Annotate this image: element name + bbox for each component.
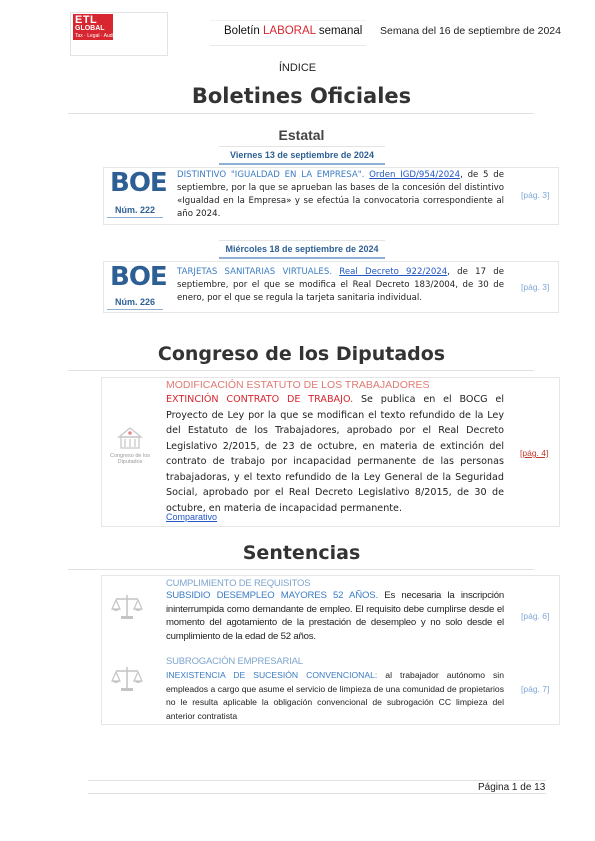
congreso-logo [115,425,145,456]
boe-logo: BOE [110,168,167,198]
boe-entry-text [177,169,504,221]
bulletin-brand [224,25,362,37]
sentencia-category: SUBROGACIÓN EMPRESARIAL [166,656,303,667]
entry-body: , de 5 de septiembre, por la que se aprueban las bases de la concesión del distintivo «Igualdad en la Empresa» y se efectúa la convocatoria correspondiente al año 2024. [177,170,504,219]
logo-etl-text: ETL [75,14,98,26]
page-ref-link[interactable]: [pág. 6] [521,611,550,621]
week-label: Semana del 16 de septiembre de 2024 [380,25,561,37]
congreso-logo-label: Congreso de los Diputados [109,453,151,465]
boe-number: Núm. 222 [107,205,163,218]
congress-building-icon [115,425,145,451]
sentencia-topic: SUBSIDIO DESEMPLEO MAYORES 52 AÑOS. [166,590,378,601]
congreso-body: Se publica en el BOCG el Proyecto de Ley por la que se modifican el texto refundido de la Ley del Estatuto de los Trabajadores, aprobado por el Real Decreto Legislativo 2/2015, de 23 de octubre, en materia de extinción del contrato de trabajo por incapacidad permanente de las personas trabajadoras, y el texto refundido de la Ley General de la Seguridad Social, aprobado por el Real Decreto Legislativo 8/2015, de 30 de octubre, en materia de incapacidad permanente. [166,394,504,514]
page-ref-link[interactable]: [pág. 3] [521,190,550,200]
date-box: Viernes 13 de septiembre de 2024 [219,146,385,165]
sentencia-body: al trabajador autónomo sin empleados a cargo que asume el servicio de limpieza de una comunidad de propietarios no le resulta aplicable la obligación convencional de subrogación CC limpieza del anterior contratista [166,670,504,721]
page-ref-link[interactable]: [pág. 4] [520,448,549,458]
logo-global-text: GLOBAL [75,25,105,32]
comparativo-link[interactable]: Comparativo [166,512,218,522]
subsection-estatal: Estatal [278,127,325,143]
entry-body: , de 17 de septiembre, por el que se modifica el Real Decreto 183/2004, de 30 de enero, por el que se regula la tarjeta sanitaria individual. [177,267,504,303]
date-box: Miércoles 18 de septiembre de 2024 [219,240,385,259]
brand-red: LABORAL [263,25,316,37]
sentencia-text [166,669,504,723]
page-number: Página 1 de 13 [478,782,546,793]
scales-of-justice-icon [111,592,143,625]
sentencia-text [166,589,504,643]
congreso-entry-text [166,392,504,516]
sentencia-body: Es necesaria la inscripción ininterrumpida como demandante de empleo. El requisito debe cumplirse desde el momento del agotamiento de la prestación de desempleo y no solo desde el cumplimiento de la edad de 52 años. [166,590,504,642]
section-title-sentencias: Sentencias [242,542,361,564]
page-ref-link[interactable]: [pág. 3] [521,282,550,292]
congreso-topic: EXTINCIÓN CONTRATO DE TRABAJO. [166,394,354,405]
sentencia-category: CUMPLIMIENTO DE REQUISITOS [166,578,311,589]
logo-tagline: Tax · Legal · Audit [75,33,116,39]
congreso-category: MODIFICACIÓN ESTATUTO DE LOS TRABAJADORES [166,379,430,391]
brand-suffix: semanal [315,25,363,37]
boe-number: Núm. 226 [107,297,163,310]
sentencia-topic: INEXISTENCIA DE SUCESIÓN CONVENCIONAL: [166,670,378,680]
boe-logo: BOE [110,262,167,292]
entry-ref-link[interactable]: Orden IGD/954/2024 [369,170,461,180]
index-heading: ÍNDICE [278,62,317,74]
section-divider [68,370,534,371]
section-title-congreso: Congreso de los Diputados [157,343,446,365]
section-title-boletines: Boletines Oficiales [191,84,412,108]
section-divider [68,113,534,114]
entry-ref-link[interactable]: Real Decreto 922/2024 [339,267,448,277]
section-divider [68,569,534,570]
boe-entry-text [177,266,504,305]
entry-topic: DISTINTIVO "IGUALDAD EN LA EMPRESA". [177,170,365,180]
brand-prefix: Boletín [224,25,263,37]
page-ref-link[interactable]: [pág. 7] [521,684,550,694]
scales-of-justice-icon [111,664,143,697]
entry-topic: TARJETAS SANITARIAS VIRTUALES. [177,267,333,277]
